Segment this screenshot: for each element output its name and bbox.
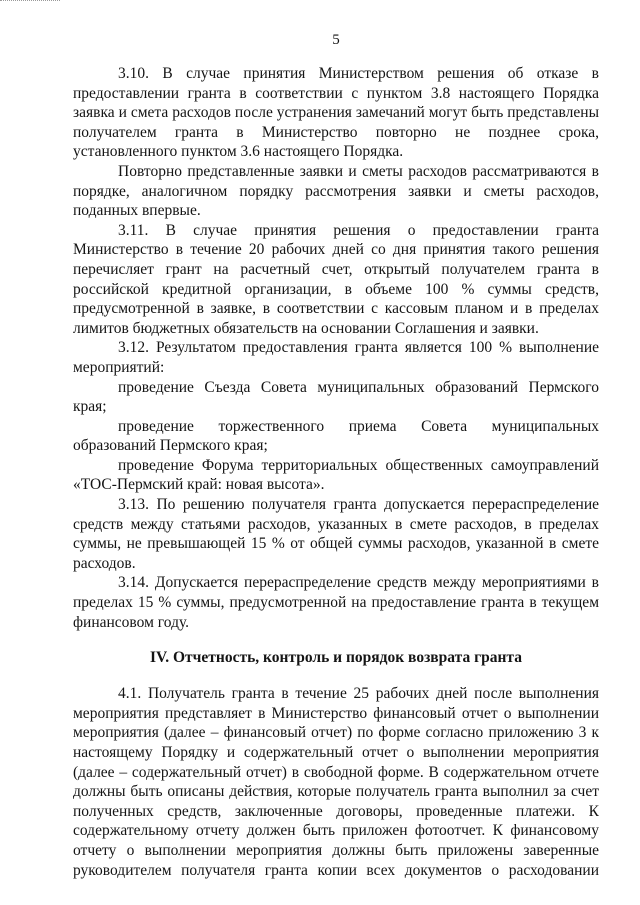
list-item-forum: проведение Форума территориальных общественных самоуправлений «ТОС-Пермский край: новая высота». [73, 456, 599, 494]
paragraph-3-13: 3.13. По решению получателя гранта допускается перераспределение средств между статьями расходов, указанных в смете расходов, в пределах суммы, не превышающей 15 % от общей суммы расходов, указанной в смете расходов. [73, 496, 599, 572]
paragraph-3-14: 3.14. Допускается перераспределение средств между мероприятиями в пределах 15 % суммы, предусмотренной на предоставление гранта в текущем финансовом году. [73, 574, 599, 631]
paragraph-3-10: 3.10. В случае принятия Министерством решения об отказе в предоставлении гранта в соответствии с пунктом 3.8 настоящего Порядка заявка и смета расходов после устранения замечаний могут быть представлены получателем гранта в Министерство повторно не позднее срока, установленного пунктом 3.6 настоящего Порядка. [73, 65, 599, 161]
paragraph-resubmission: Повторно представленные заявки и сметы расходов рассматриваются в порядке, аналогичном порядку рассмотрения заявки и сметы расходов, поданных впервые. [73, 162, 599, 220]
paragraph-3-11: 3.11. В случае принятия решения о предоставлении гранта Министерство в течение 20 рабочих дней со дня принятия такого решения перечисляет грант на расчетный счет, открытый получателем гранта в российской кредитной организации, в объеме 100 % суммы средств, предусмотренной в заявке, в соответствии с кассовым планом и в пределах лимитов бюджетных обязательств на основании Соглашения и заявки. [73, 221, 599, 337]
list-item-reception: проведение торжественного приема Совета муниципальных образований Пермского края; [73, 417, 599, 455]
paragraph-3-12: 3.12. Результатом предоставления гранта является 100 % выполнение мероприятий: [73, 339, 599, 376]
scan-corner-mark [0, 0, 60, 2]
section-heading: IV. Отчетность, контроль и порядок возврата гранта [150, 649, 522, 667]
paragraph-4-1: 4.1. Получатель гранта в течение 25 рабочих дней после выполнения мероприятия представляет в Министерство финансовый отчет о выполнении мероприятия (далее – финансовый отчет) по форме согласно приложению 3 к настоящему Порядку и содержательный отчет о выполнении мероприятия (далее – содержательный отчет) в свободной форме. В содержательном отчете должны быть описаны действия, которые получатель гранта выполнил за счет полученных средств, заключенные договоры, проведенные платежи. К содержательному отчету должен быть приложен фотоотчет. К финансовому отчету о выполнении мероприятия должны быть приложены заверенные руководителем получателя гранта копии всех документов о расходовании [73, 685, 599, 879]
list-item-congress: проведение Съезда Совета муниципальных образований Пермского края; [73, 378, 599, 416]
page-number: 5 [332, 32, 340, 48]
